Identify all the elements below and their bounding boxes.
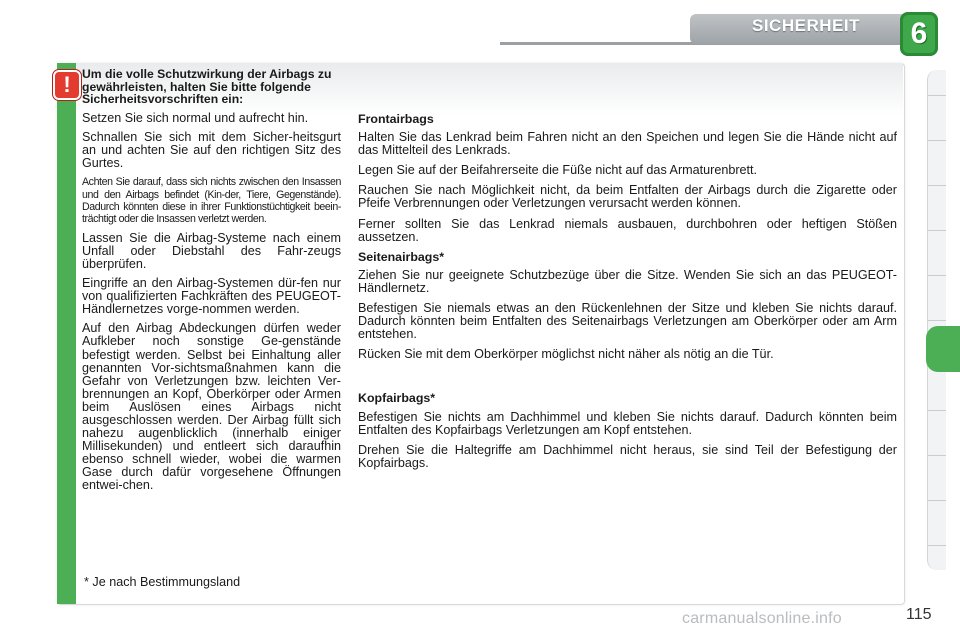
chapter-number: 6	[910, 17, 928, 50]
side-tab-divider	[928, 545, 946, 546]
instruction-paragraph: Ferner sollten Sie das Lenkrad niemals ausbauen, durchbohren oder heftigen Stößen aussetzen.	[358, 216, 897, 244]
exclamation-warning-icon: !	[53, 70, 81, 100]
warning-column	[82, 68, 341, 499]
side-tab-divider	[928, 230, 946, 231]
side-tab-divider	[928, 320, 946, 321]
watermark: carmanualsonline.info	[682, 610, 842, 627]
warning-heading: Um die volle Schutzwirkung der Airbags zu gewährleisten, halten Sie bitte folgende Sicherheitsvorschriften ein:	[82, 67, 332, 107]
side-tab-divider	[928, 185, 946, 186]
chapter-title: SICHERHEIT	[752, 16, 860, 35]
page-number: 115	[906, 606, 932, 623]
side-tab-divider	[928, 455, 946, 456]
instruction-paragraph: Befestigen Sie nichts am Dachhimmel und kleben Sie nichts darauf. Dadurch könnten beim Entfalten des Kopfairbags Verletzungen am Kopf entstehen.	[358, 409, 897, 437]
instruction-paragraph: Befestigen Sie niemals etwas an den Rückenlehnen der Sitze und kleben Sie nichts darauf. Dadurch könnten beim Entfalten des Seitenairbags Verletzungen am Oberkörper oder am Arm entstehen.	[358, 301, 897, 342]
side-tab-divider	[928, 275, 946, 276]
side-tab-divider	[928, 500, 946, 501]
instruction-paragraph: Halten Sie das Lenkrad beim Fahren nicht an den Speichen und legen Sie die Hände nicht auf das Mittelteil des Lenkrads.	[358, 130, 897, 158]
instruction-paragraph: Ziehen Sie nur geeignete Schutzbezüge über die Sitze. Wenden Sie sich an das PEUGEOT-Händlernetz.	[358, 267, 897, 295]
chapter-badge	[900, 12, 938, 56]
footnote: * Je nach Bestimmungsland	[84, 575, 241, 589]
section-heading-frontairbags: Frontairbags	[358, 112, 434, 126]
instruction-paragraph: Rauchen Sie nach Möglichkeit nicht, da beim Entfalten der Airbags durch die Zigarette oder Pfeife Verbrennungen oder Verletzungen verursacht werden können.	[358, 183, 897, 211]
section-heading-seitenairbags: Seitenairbags*	[358, 249, 445, 264]
section-heading-kopfairbags: Kopfairbags*	[358, 391, 436, 406]
side-tab-divider	[928, 140, 946, 141]
warning-paragraph: Eingriffe an den Airbag-Systemen dür-fen nur von qualifizierten Fachkräften des PEUGEOT-Händlernetzes vorge-nommen werden.	[82, 276, 341, 317]
side-tab-active-chapter[interactable]	[926, 326, 960, 372]
warning-paragraph: Schnallen Sie sich mit dem Sicher-heitsgurt an und achten Sie auf den richtigen Sitz des Gurtes.	[82, 129, 341, 171]
instruction-paragraph: Drehen Sie die Haltegriffe am Dachhimmel nicht heraus, sie sind Teil der Befestigung der Kopfairbags.	[358, 442, 897, 470]
side-tab-divider	[928, 410, 946, 411]
warning-paragraph: Achten Sie darauf, dass sich nichts zwischen den Insassen und den Airbags befindet (Kin-der, Tiere, Gegenstände). Dadurch könnten diese in ihrer Funktionstüchtigkeit beein-trächtigt oder die Insassen verletzt werden.	[82, 176, 341, 226]
instruction-paragraph: Legen Sie auf der Beifahrerseite die Füße nicht auf das Armaturenbrett.	[358, 163, 758, 178]
instruction-paragraph: Rücken Sie mit dem Oberkörper möglichst nicht näher als nötig an die Tür.	[358, 347, 774, 362]
warning-side-bar	[57, 63, 76, 604]
section-spacer	[358, 368, 897, 392]
warning-paragraph: Auf den Airbag Abdeckungen dürfen weder Aufkleber noch sonstige Ge-genstände befestigt werden. Selbst bei Einhaltung aller genannten Vor-sichtsmaßnahmen kann die Gefahr von Verletzungen bzw. leichten Ver-brennungen an Kopf, Oberkörper oder Armen beim Auslösen eines Airbags nicht ausgeschlossen werden. Der Airbag füllt sich nahezu augenblicklich (innerhalb einiger Millisekunden) und entleert sich daraufhin ebenso schnell wieder, wobei die warmen Gase durch dafür vorgesehene Öffnungen entwei-chen.	[82, 321, 341, 493]
warning-paragraph: Lassen Sie die Airbag-Systeme nach einem Unfall oder Diebstahl des Fahr-zeugs überprüfen.	[82, 230, 341, 271]
airbag-instructions-column	[358, 113, 897, 477]
side-tab-divider	[928, 95, 946, 96]
warning-paragraph: Setzen Sie sich normal und aufrecht hin.	[82, 110, 309, 125]
